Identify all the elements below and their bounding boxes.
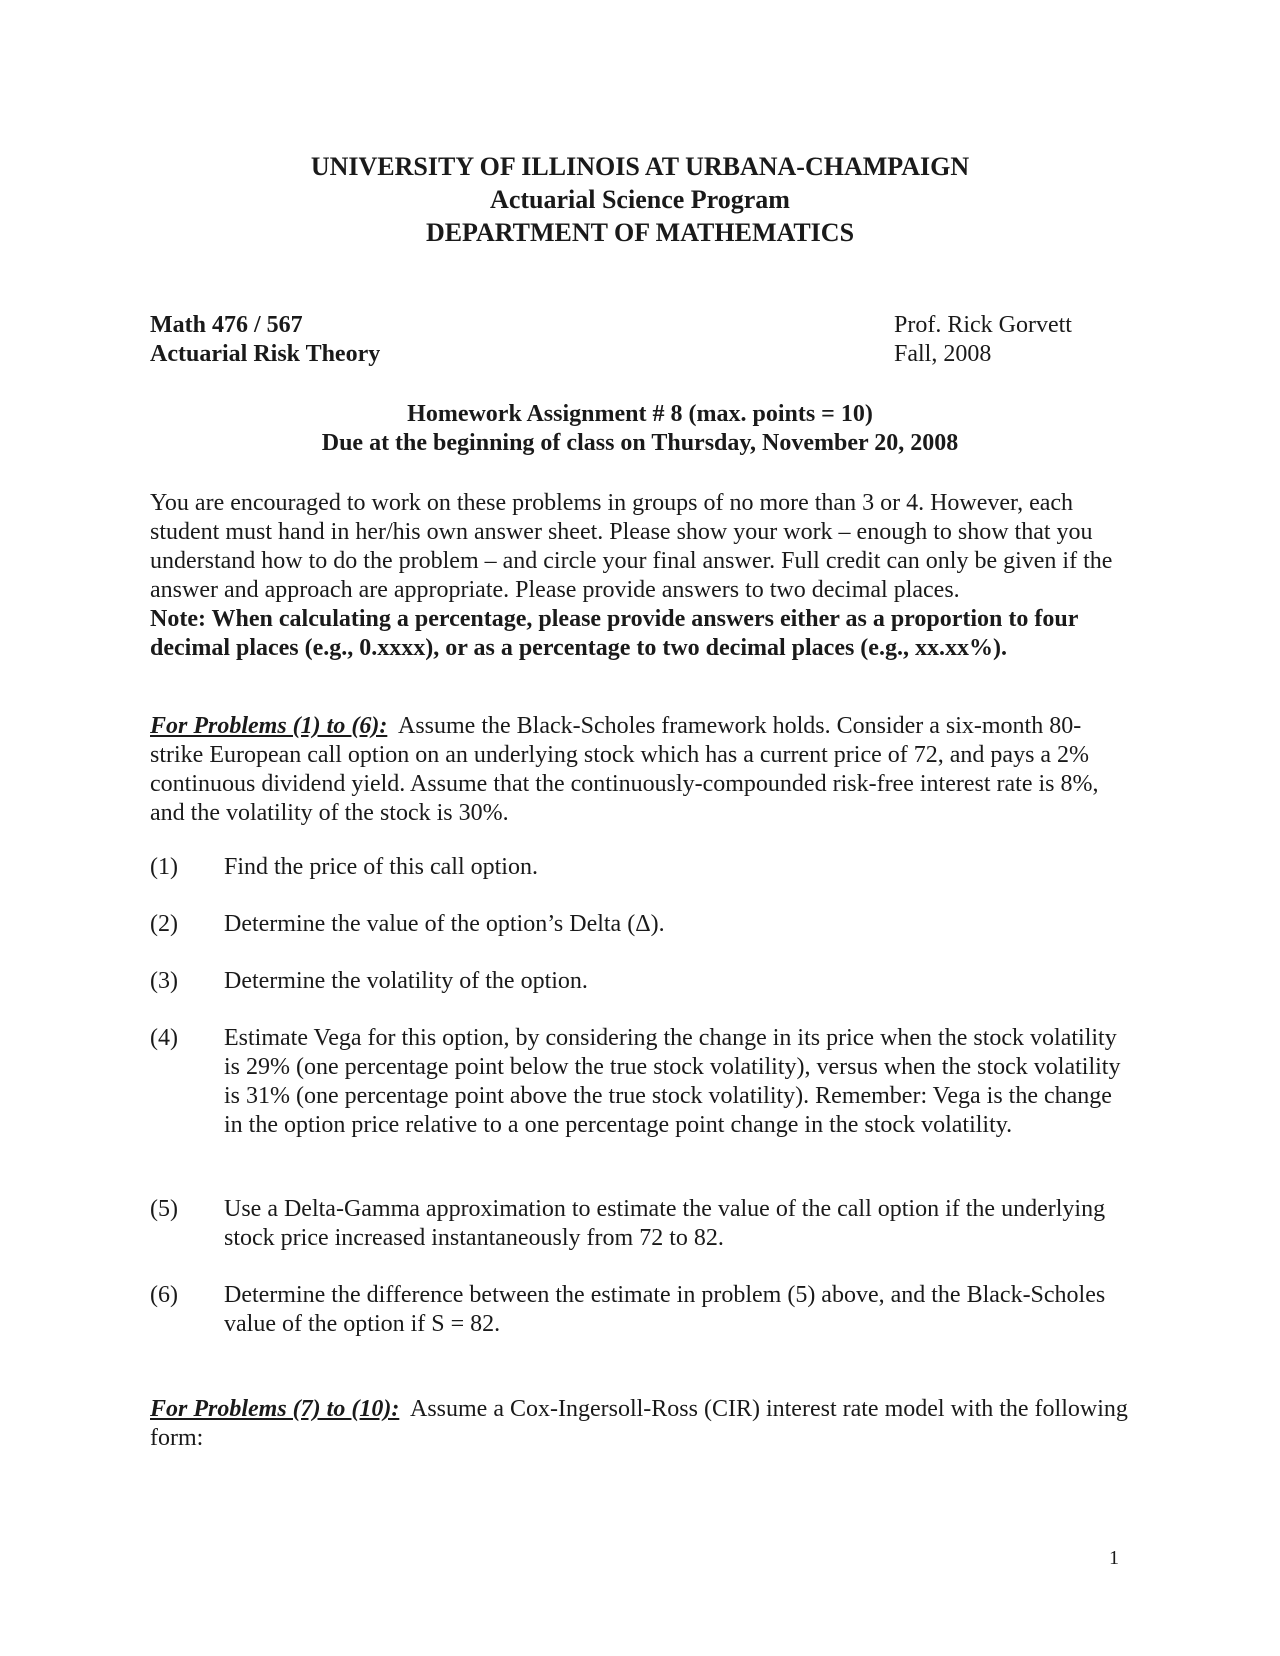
- section-label: For Problems (1) to (6):: [150, 713, 388, 739]
- problem-text: Estimate Vega for this option, by considering the change in its price when the stock volatility is 29% (one percentage point below the true stock volatility), versus when the stock volatility is 31% (one percentage point above the true stock volatility). Remember: Vega is the change in the option price relative to a one percentage point change in the stock volatility.: [224, 1025, 1121, 1138]
- problem-text: Find the price of this call option.: [224, 854, 538, 880]
- section-label: For Problems (7) to (10):: [150, 1396, 400, 1422]
- instructions-paragraph: [150, 489, 1130, 663]
- problem-text: Determine the volatility of the option.: [224, 968, 588, 994]
- assignment-heading: [0, 400, 1280, 458]
- assignment-title: Homework Assignment # 8 (max. points = 10): [407, 401, 873, 427]
- program-name: Actuarial Science Program: [490, 185, 790, 214]
- problem-text: Determine the value of the option’s Delta (Δ).: [224, 911, 665, 937]
- problem-number: (4): [150, 1025, 178, 1051]
- problem-number: (1): [150, 854, 178, 880]
- problem-number: (5): [150, 1196, 178, 1222]
- problem-text: Determine the difference between the estimate in problem (5) above, and the Black-Scholes value of the option if S = 82.: [224, 1282, 1106, 1337]
- problem-number: (3): [150, 968, 178, 994]
- course-number: Math 476 / 567: [150, 312, 303, 338]
- instructor-info: [894, 311, 1072, 369]
- course-info: [150, 311, 380, 369]
- document-header: [0, 150, 1280, 249]
- instructions-text: You are encouraged to work on these problems in groups of no more than 3 or 4. However, each student must hand in her/his own answer sheet. Please show your work – enough to show that you understand how to do the problem – and circle your final answer. Full credit can only be given if the answer and approach are appropriate. Please provide answers to two decimal places.: [150, 490, 1113, 603]
- course-name: Actuarial Risk Theory: [150, 341, 381, 367]
- department-name: DEPARTMENT OF MATHEMATICS: [425, 218, 855, 247]
- problem-number: (6): [150, 1282, 178, 1308]
- problem-number: (2): [150, 911, 178, 937]
- section-text: Assume the Black-Scholes framework holds. Consider a six-month 80-strike European call option on an underlying stock which has a current price of 72, and pays a 2% continuous dividend yield. Assume that the continuously-compounded risk-free interest rate is 8%, and the volatility of the stock is 30%.: [150, 713, 1099, 826]
- problem-text: Use a Delta-Gamma approximation to estimate the value of the call option if the underlying stock price increased instantaneously from 72 to 82.: [224, 1196, 1106, 1251]
- section-text: Assume a Cox-Ingersoll-Ross (CIR) interest rate model with the following form:: [150, 1396, 1128, 1451]
- instructor-name: Prof. Rick Gorvett: [894, 312, 1072, 338]
- term: Fall, 2008: [894, 341, 992, 367]
- section-problems-1-6: [150, 712, 1130, 828]
- university-name: UNIVERSITY OF ILLINOIS AT URBANA-CHAMPAIGN: [310, 152, 970, 181]
- assignment-due-date: Due at the beginning of class on Thursday, November 20, 2008: [321, 430, 959, 456]
- page-number: 1: [1109, 1547, 1119, 1569]
- section-problems-7-10: [150, 1395, 1130, 1453]
- percentage-note: Note: When calculating a percentage, please provide answers either as a proportion to four decimal places (e.g., 0.xxxx), or as a percentage to two decimal places (e.g., xx.xx%).: [150, 606, 1078, 661]
